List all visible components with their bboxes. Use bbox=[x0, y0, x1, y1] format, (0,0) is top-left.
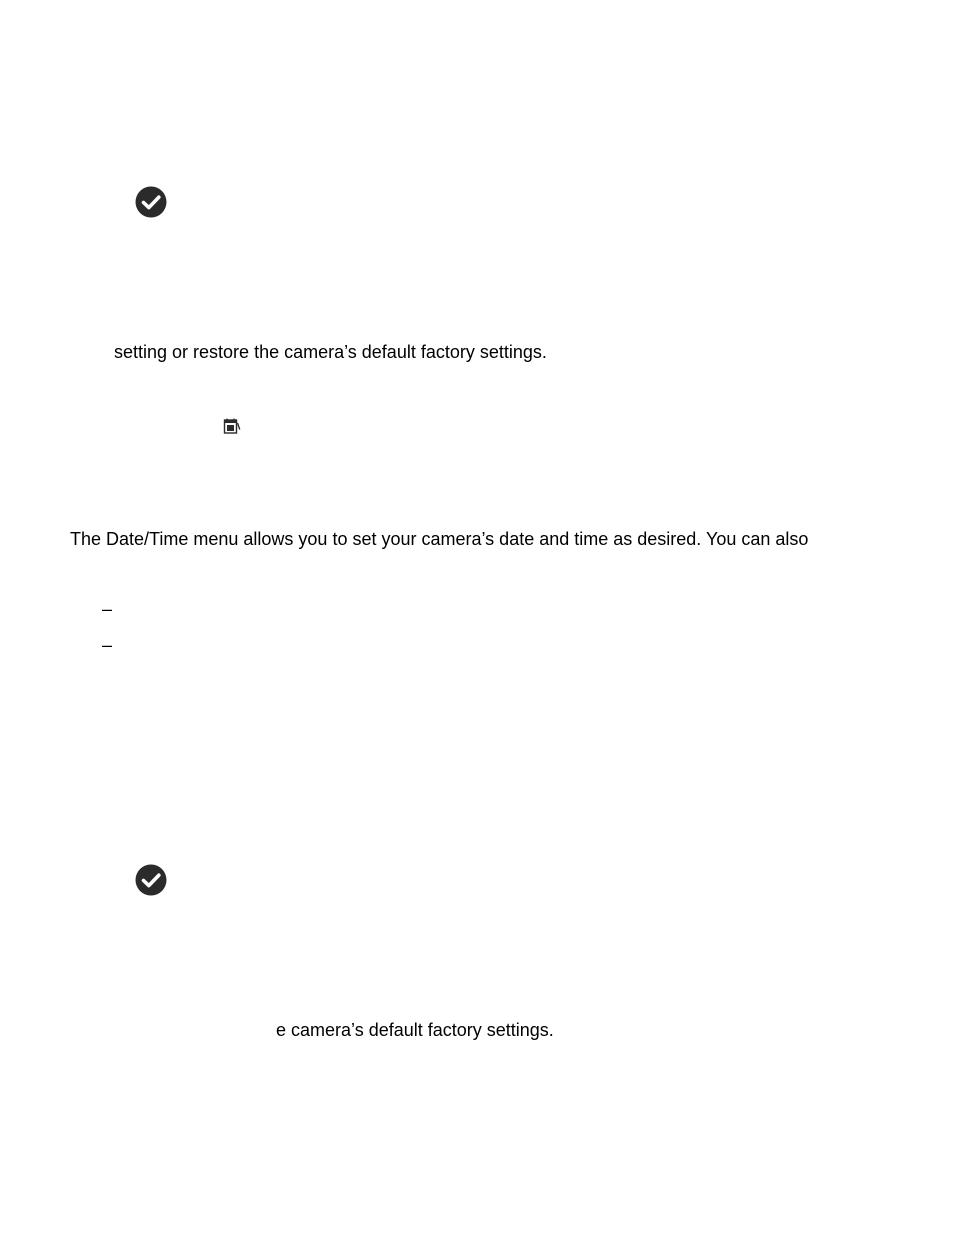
check-circle-icon bbox=[135, 186, 167, 218]
settings-continued-text: setting or restore the camera’s default factory settings. bbox=[114, 342, 547, 362]
bullet-dash-1: – bbox=[102, 599, 113, 619]
factory-settings-continued-text: e camera’s default factory settings. bbox=[276, 1020, 554, 1040]
check-circle-icon bbox=[135, 864, 167, 896]
date-time-intro-text: The Date/Time menu allows you to set your camera’s date and time as desired. You can also bbox=[70, 529, 809, 549]
bullet-dash-2: – bbox=[102, 635, 113, 655]
date-time-calendar-icon bbox=[223, 417, 241, 435]
